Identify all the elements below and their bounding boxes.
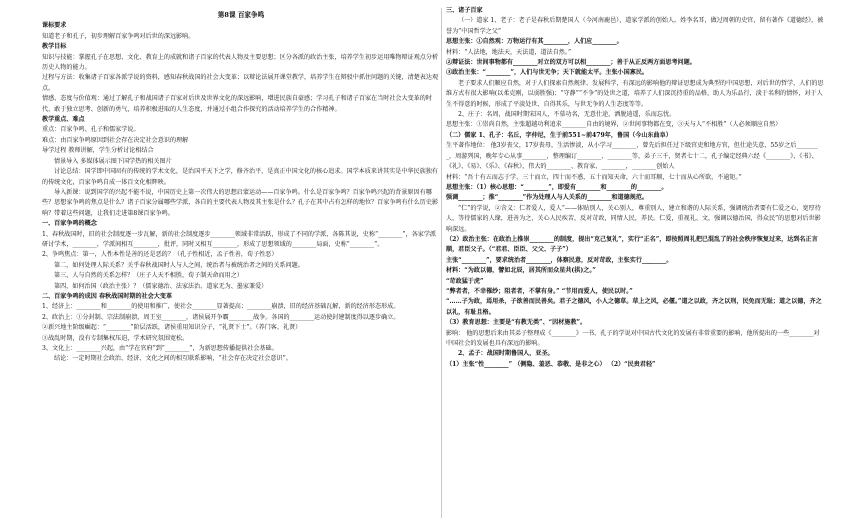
right-line: 思想主张：（1）核心思想：“________”，即爱有________和________的________。 <box>446 183 668 191</box>
right-line: “苛政猛于虎” <box>446 277 484 285</box>
left-line: 第四，如何治国（政治主张）？（儒家德治、法家法治、道家无为、墨家兼爱） <box>54 282 268 290</box>
right-line: 材料：“为政以德，譬如北辰，居其所而众星共(拱)之。” <box>446 267 596 275</box>
right-line: 强调________；推“________”作为处理人与人关系的________和道德规范。 <box>446 194 649 202</box>
left-line: 情感、态度与价值观：通过了解孔子和战国诸子百家对后世及世界文化的深远影响，增进民族自豪感；学习孔子和诸子百家在当时社会大变革的时代，敢于独立思考、创新的勇气，培养积极进取的人生态度，并通过小组合作探究的活动培养学生的合作精神。 <box>42 95 432 113</box>
right-line: 思想主张：①自然观：万物运行有其________，人们应________。 <box>446 38 623 46</box>
right-text-block <box>446 6 824 370</box>
right-line: 生平著作地位： 他3岁丧父，17岁丧母，生活惨淡，从小学习________，曾先后担任过下级官吏和地方官，但仕途失意，55岁之后________，周游列国，晚年专心从事________，整理编订________、________等，弟子三千，贤者七十二，孔子编定经典六经《________》、《书》、《礼》、《易》、《乐》、《春秋》，伟大的________、教育家、________，________创始人 <box>446 142 818 171</box>
right-line: 2、庄子：名周，战国时期宋国人，不慕功名，无意仕途，洒脱逍遥，乐而忘忧。 <box>458 111 676 119</box>
left-line: 导学过程 教师讲解，学生分析讨论相结合 <box>42 147 154 155</box>
left-line: 重点：百家争鸣、孔子和儒家学说。 <box>42 126 140 134</box>
left-line: 1、经济上：________和________的使用和推广，使社会________显著提高；________崩溃，旧的经济基础瓦解，新的经济形态形成。 <box>42 303 400 311</box>
right-line: （2）政治主张：在政治上推崇________的制度，提出“克己复礼”，实行“正名”，即按照周礼把已混乱了的社会秩序恢复过来，达到名正言顺，君臣父子。（“君君、臣臣、父父、子子”） <box>446 235 818 254</box>
column-divider <box>441 8 442 518</box>
left-text-block <box>42 21 440 364</box>
left-line: 过程与方法：收集诸子百家各派学说的资料，感知春秋战国的社会大变革；以辩论法展开课堂教学，培养学生在辩驳中抓住问题的关键，清楚表达观点。 <box>42 74 439 92</box>
right-line: 思想主张：①崇尚自然，主张超越功利追求________自由的境界，②世间事物都在变，③天与人“不相胜”（人必须顺应自然） <box>446 121 782 129</box>
left-line: 一、百家争鸣的概念 <box>42 220 97 228</box>
left-line: 教学重点、难点 <box>42 116 85 124</box>
left-line: ②新兴地主阶级崛起：“________”阶层活跃，诸侯重用知识分子，“礼贤下士”。（养门客、礼贤） <box>42 324 302 332</box>
right-line: 2、孟子：战国时期鲁国人，亚圣。 <box>458 350 554 358</box>
left-line: 1、春秋战国时，旧的社会制度逐一步瓦解，新的社会制度逐步________领域非常活跃，形成了不同的学派，各陈其说，史称“________”，各家学派研讨学术，________，学派间相互________，批评，同时又相互________，形成了思想领域的________局面，史称“________”。 <box>42 230 437 248</box>
right-line: “……子为政，焉用杀，子欲善而民善矣。君子之德风，小人之德草。草上之风，必偃。”道之以政，齐之以刑，民免而无耻；道之以德，齐之以礼，有耻且格。 <box>446 298 822 316</box>
left-line: 知识与技能：掌握孔子在思想、文化、教育上的成就和诸子百家的代表人物及主要思想；区分各派的政治主张，培养学生初步运用唯物辩证观点分析历史人物的能力。 <box>42 53 439 72</box>
left-line: 2、争鸣焦点：第一，人性本性是善的还是恶的？（孔子性相近，孟子性善，荀子性恶） <box>42 251 278 259</box>
left-line: 难点：由百家争鸣原因到社会存在决定社会意识的理解 <box>42 136 189 144</box>
right-column <box>446 6 824 370</box>
left-line: 3、文化上：________兴起，由“学在官府”到“________”，为新思想传播提供社会基础。 <box>42 345 278 352</box>
right-line: ③政治主张：“________”，人们与世无争；天下就能太平。主张小国寡民。 <box>446 69 649 77</box>
right-line: （一）道家 1、老子：老子是春秋后期楚国人（今河南鹿邑），道家学派的创始人。姓李名耳，做过周朝的史官，留有著作《道德经》，被誉为“中国哲学之父” <box>446 17 824 35</box>
right-line: 材料：“吾十有五而志于学，三十而立，四十而不惑，五十而知天命，六十而耳顺，七十而从心所欲，不逾矩。” <box>446 173 742 181</box>
left-line: 第二，如何处理人际关系？关乎春秋战国时人与人之间，统治者与被统治者之间的关系问题。 <box>54 261 304 269</box>
left-line: 第三，人与自然的关系怎样？（庄子人天不相胜，荀子制天命而用之） <box>54 272 243 280</box>
left-line: ③战乱时期，没有专制集权压迫，学术研究氛围宽松。 <box>42 334 189 342</box>
right-line: 影响： 他的思想后来由其弟子整理成《________》一书，孔子的学说对中国古代文化的发展有非常重要的影响，他所提出的一些________对中国社会的发展也具有深远的影响。 <box>446 329 820 347</box>
right-line: 三、诸子百家 <box>446 7 483 14</box>
right-line: （3）教育思想：主要是“有教无类”、“因材施教”。 <box>446 319 587 327</box>
right-line: 材料：“人法地，地法天，天法道，道法自然。” <box>446 48 572 56</box>
right-line: “弊者者，不幸罹纱；阻者者，不掌有身。” “节用而爱人，使民以时。” <box>446 287 633 295</box>
right-line: （二）儒家 1、孔子：名丘，字仲尼，生于前551~前479年，鲁国（今山东曲阜） <box>446 131 672 139</box>
lesson-title: 第8课 百家争鸣 <box>217 11 265 19</box>
left-line: 情景导入 多媒体展示图下国学热的相关图片 <box>54 157 172 165</box>
left-line: 讨论总结：国学即中国固有的传统的学术文化，是治国平天下之学，修齐治平，是真正中国文化的核心追求。国学本质来讲其实是中华民族独有的传统文化，百家争鸣自成一体百文化相辉映。 <box>42 168 438 186</box>
left-line: 教学目标 <box>42 43 67 51</box>
left-column <box>42 10 440 365</box>
left-line: 导入新课：说到国学的兴起不能不说，中国历史上第一次伟大的思想启蒙运动——百家争鸣。什么是百家争鸣？百家争鸣兴起的背景原因有哪些？思想家争鸣的焦点是什么？诸子百家分属哪些学派，各自的主要代表人物及其主张是什么？孔子在其中占有怎样的地位？百家争鸣有什么历史影响？带着这些问题，让我们走进第8课百家争鸣。 <box>42 188 439 217</box>
right-line: “仁”的学说，②含义：仁者爱人，爱人“——体贴别人，关心别人，尊重别人，建立和谐的人际关系，强调统治者要有仁爱之心，宽厚待人，等待儒家的人缘，进善为之，关心人民疾苦，反对苛政，同情人民，养民。仁爱，重视礼、文，强调以德治国，得众民”的思想对后世影响深远。 <box>446 204 821 233</box>
left-line: 二、百家争鸣的成因 春秋战国时期的社会大变革 <box>42 292 173 300</box>
left-line: 知道老子和孔子，初步理解百家争鸣对后世的深远影响。 <box>42 32 195 40</box>
left-line: 2、政治上：①分封制、宗法制崩溃，周王室________，诸侯展开争霸________战争。各国的________运动使封建制度得以逐步确立。 <box>42 313 400 321</box>
right-line: 老子要求人们顺应自然，对于人们探索自然规律、发展科学，有深远的影响他的辩证思想成为典型的中国思想，对后世的哲学，人们的思维方式有很大影响(以柔克刚，以弱胜强)；“守静”“不争”的处世之道，培养了人们深沉持重的品格，助人为乐品行，淡于名利的情怀，对于人生不得意的时候，形成了平淡处世、自得其乐，与世无争的人生态度等等。 <box>446 79 824 108</box>
right-line: 主张“________”，要求统治者________，体察民意，反对苛政，主张实行________。 <box>446 256 673 264</box>
right-line: （1）主张“性________” （侧隐、羞恶、恭敬、是非之心） （2）“民贵君轻” <box>446 360 656 368</box>
left-line: 结论：一定时期社会政治、经济、文化之间的相互联系影响，“社会存在决定社会意识”。 <box>54 355 292 363</box>
right-line: ②辩证法：世间事物都有________对立的双方可以相________；善于从正反两方面思考问题。 <box>446 59 696 67</box>
left-line: 课标要求 <box>42 22 67 30</box>
